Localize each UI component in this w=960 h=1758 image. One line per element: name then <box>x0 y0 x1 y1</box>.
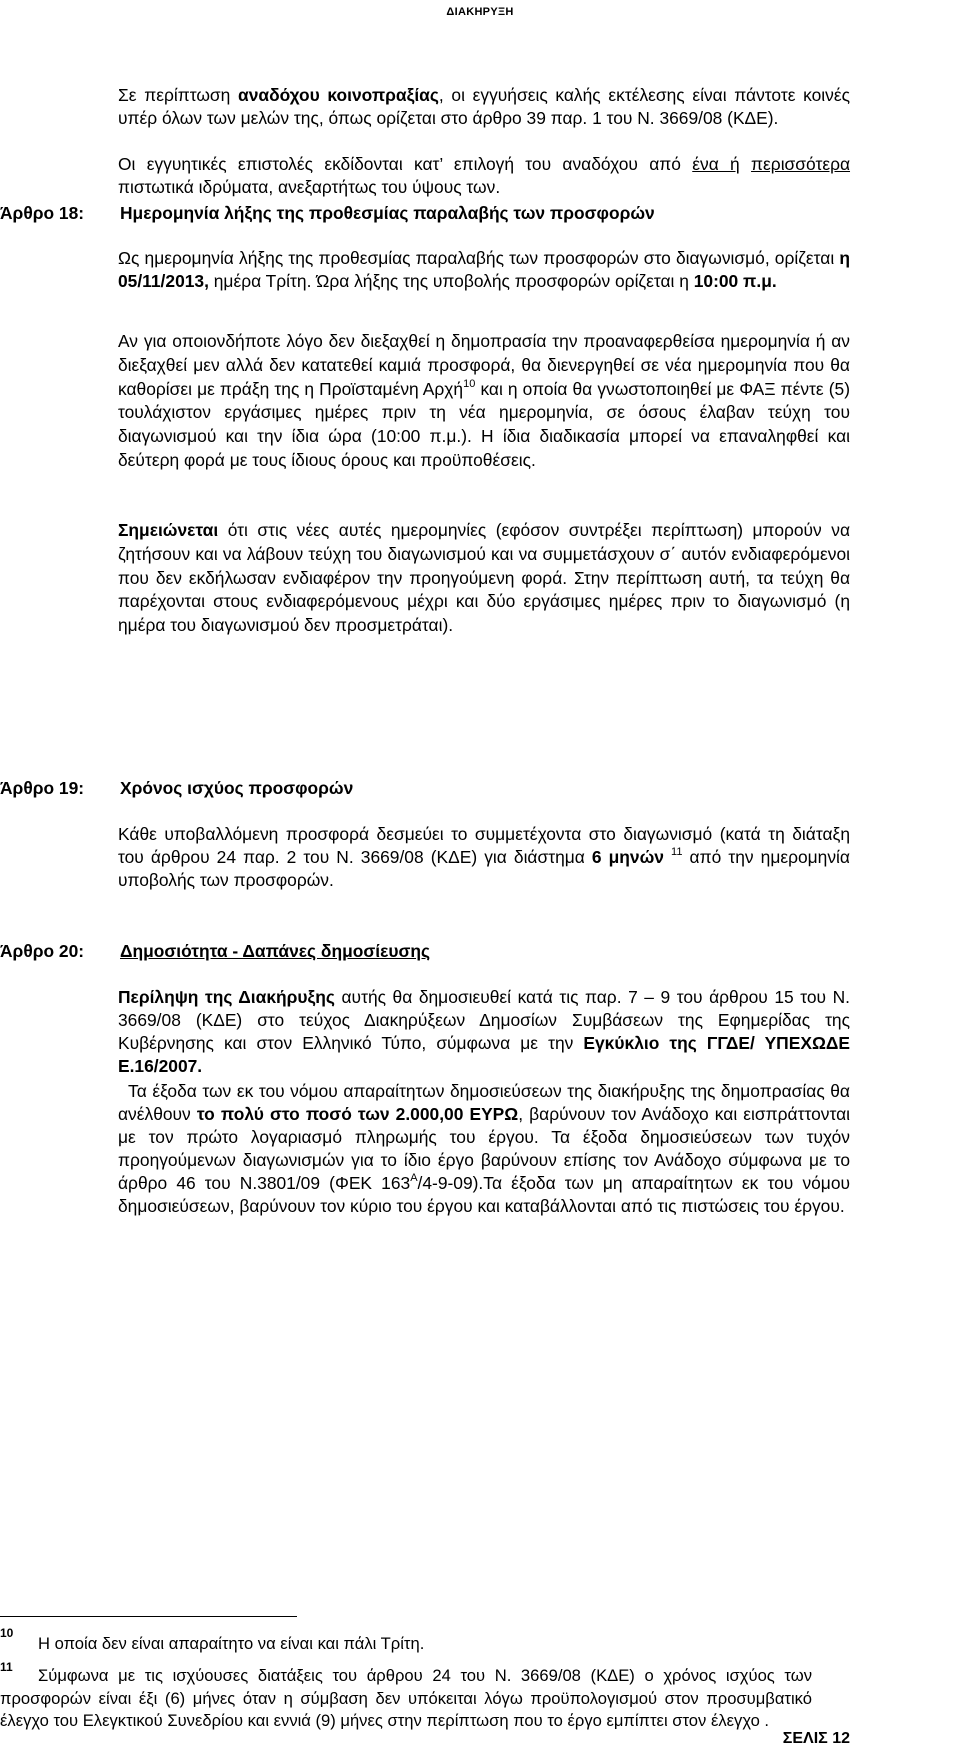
footnote-separator <box>0 1616 297 1617</box>
art18-p1-text-c: ημέρα Τρίτη. Ώρα λήξης της υποβολής προσφορών ορίζεται η <box>208 271 694 291</box>
intro-p2-underline-1: ένα ή <box>692 154 740 174</box>
article-19-paragraph-1 <box>118 823 850 892</box>
article-18-title: Ημερομηνία λήξης της προθεσμίας παραλαβής των προσφορών <box>120 203 655 223</box>
article-18-paragraph-1 <box>118 247 850 293</box>
art19-p1-text-a: Κάθε υποβαλλόμενη προσφορά δεσμεύει το συμμετέχοντα στο διαγωνισμό (κατά τη διάταξη του άρθρου 24 παρ. 2 του Ν. 3669/08 (ΚΔΕ) για διάστημα <box>118 824 850 867</box>
art18-p1-text-a: Ως ημερομηνία λήξης της προθεσμίας παραλαβής των προσφορών στο διαγωνισμό, ορίζεται <box>118 248 840 268</box>
intro-paragraph-1 <box>118 84 850 130</box>
art18-p2-text-a: Αν για οποιονδήποτε λόγο δεν διεξαχθεί η δημοπρασία την προαναφερθείσα ημερομηνία ή αν διεξαχθεί μεν αλλά δεν κατατεθεί καμιά προσφορά, θα διενεργηθεί σε νέα ημερομηνία που θα καθορίσει με πράξη της η Προϊσταμένη Αρχή <box>118 331 850 399</box>
footnote-ref-11[interactable]: 11 <box>671 846 683 858</box>
footnote-11-text: Σύμφωνα με τις ισχύουσες διατάξεις του άρθρου 24 του Ν. 3669/08 (ΚΔΕ) ο χρόνος ισχύος των προσφορών είναι έξι (6) μήνες όταν η σύμβαση δεν υπόκειται λόγω προϋπολογισμού στον προσυμβατικό έλεγχο του Ελεγκτικού Συνεδρίου και εννιά (9) μήνες στην περίπτωση που το έργο εμπίπτει στον έλεγχο . <box>0 1666 812 1730</box>
deadline-date: η 05/11/2013, <box>118 248 850 291</box>
article-18-label: Άρθρο 18: <box>0 203 85 223</box>
footnote-ref-10[interactable]: 10 <box>463 377 476 390</box>
circular-reference: Εγκύκλιο της ΓΓΔΕ/ ΥΠΕΧΩΔΕ Ε.16/2007. <box>118 1033 850 1076</box>
intro-paragraph-2 <box>118 153 850 199</box>
intro-p2-underline-2: περισσότερα <box>751 154 851 174</box>
document-header: ΔΙΑΚΗΡΥΞΗ <box>446 6 514 18</box>
article-20-paragraph-1 <box>118 986 850 1078</box>
art20-p2-text-c: , βαρύνουν τον Ανάδοχο και εισπράττονται με τον πρώτο λογαριασμό πληρωμής του έργου. Τα έξοδα δημοσιεύσεων των τυχόν προηγούμενων διαγωνισμών για το ίδιο έργο βαρύνουν επίσης τον Ανάδοχο σύμφωνα με το άρθρο 46 του Ν.3801/09 (ΦΕΚ 163 <box>118 1104 850 1193</box>
note-term: Σημειώνεται <box>118 520 219 540</box>
art18-p2-text-b: και η οποία θα γνωστοποιηθεί με ΦΑΞ πέντε (5) τουλάχιστον εργάσιμες ημέρες πριν τη νέα ημερομηνία, σε όσους έλαβαν τεύχη του διαγωνισμού και την ίδια ώρα (10:00 π.μ.). Η ίδια διαδικασία μπορεί να επαναληφθεί και δεύτερη φορά με τους ίδιους όρους και προϋποθέσεις. <box>118 378 851 470</box>
page-number: ΣΕΛΙΣ 12 <box>782 1730 850 1747</box>
footnote-number-11: 11 <box>0 1660 13 1674</box>
article-20-title: Δημοσιότητα - Δαπάνες δημοσίευσης <box>120 941 431 961</box>
deadline-time: 10:00 π.μ. <box>693 271 777 291</box>
summary-term: Περίληψη της Διακήρυξης <box>118 987 335 1007</box>
publication-cost: το πολύ στο ποσό των 2.000,00 ΕΥΡΩ <box>196 1104 519 1124</box>
art19-p1-text-c: από την ημερομηνία υποβολής των προσφορών. <box>118 847 850 890</box>
validity-period: 6 μηνών <box>591 847 664 867</box>
art20-p2-text-a: Τα έξοδα των εκ του νόμου απαραίτητων δημοσιεύσεων της διακήρυξης της δημοπρασίας θα ανέλθουν <box>118 1081 850 1124</box>
art20-p1-text-b: αυτής θα δημοσιευθεί κατά τις παρ. 7 – 9 του άρθρου 15 του Ν. 3669/08 (ΚΔΕ) στο τεύχος Διακηρύξεων Δημοσίων Συμβάσεων της Εφημερίδας της Κυβέρνησης και στον Ελληνικό Τύπο, σύμφωνα με την <box>118 987 850 1053</box>
article-19-title: Χρόνος ισχύος προσφορών <box>120 778 354 798</box>
art18-p3-text-b: ότι στις νέες αυτές ημερομηνίες (εφόσον συντρέξει περίπτωση) μπορούν να ζητήσουν και να λάβουν τεύχη του διαγωνισμού και να συμμετάσχουν σ΄ αυτόν ενδιαφερόμενοι που δεν εκδήλωσαν ενδιαφέρον την προηγούμενη φορά. Στην περίπτωση αυτή, τα τεύχη θα παρέχονται στους ενδιαφερόμενους μέχρι και δύο εργάσιμες ημέρες πριν το διαγωνισμό (η ημέρα του διαγωνισμού δεν προσμετράται). <box>118 520 850 636</box>
art20-p2-text-d: /4-9-09).Τα έξοδα των μη απαραίτητων εκ του νόμου δημοσιεύσεων, βαρύνουν τον κύριο του έργου και καταβάλλονται από τις πιστώσεις του έργου. <box>118 1173 851 1216</box>
article-18-paragraph-2 <box>118 330 850 473</box>
intro-p1-text-c: , οι εγγυήσεις καλής εκτέλεσης είναι πάντοτε κοινές υπέρ όλων των μελών της, όπως ορίζεται στο άρθρο 39 παρ. 1 του Ν. 3669/08 (ΚΔΕ). <box>118 85 851 128</box>
intro-p2-text-a: Οι εγγυητικές επιστολές εκδίδονται κατ’ επιλογή του αναδόχου από <box>118 154 693 174</box>
article-18-paragraph-3 <box>118 519 850 638</box>
intro-p1-text-a: Σε περίπτωση <box>118 85 239 105</box>
article-19-label: Άρθρο 19: <box>0 778 85 798</box>
article-20-label: Άρθρο 20: <box>0 941 85 961</box>
gazette-issue-superscript: Α <box>410 1172 418 1184</box>
article-20-paragraph-2 <box>118 1080 850 1218</box>
footnote-number-10: 10 <box>0 1626 14 1640</box>
intro-p2-text-b: πιστωτικά ιδρύματα, ανεξαρτήτως του ύψους των. <box>118 177 501 197</box>
joint-venture-term: αναδόχου κοινοπραξίας <box>238 85 439 105</box>
footnote-10-text: Η οποία δεν είναι απαραίτητο να είναι και πάλι Τρίτη. <box>38 1634 425 1653</box>
